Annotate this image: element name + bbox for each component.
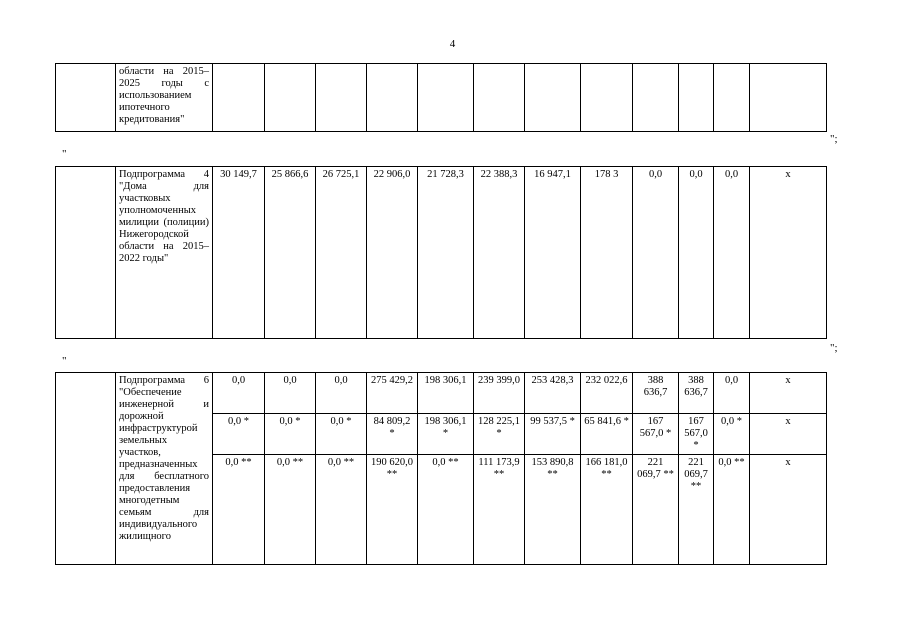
subprogram-6-table [55, 372, 827, 565]
subprogram-4-table [55, 166, 827, 339]
value-cell: 167 567,0 * [633, 414, 679, 455]
value-cell: 0,0 * [714, 414, 750, 455]
value-cell: 388 636,7 [679, 373, 714, 414]
value-cell: х [750, 167, 827, 339]
value-cell: 16 947,1 [525, 167, 581, 339]
value-cell: х [750, 414, 827, 455]
value-cell [418, 64, 474, 132]
value-cell: 0,0 ** [714, 455, 750, 565]
value-cell: 65 841,6 * [581, 414, 633, 455]
value-cell: 30 149,7 [213, 167, 265, 339]
value-cell: 198 306,1 [418, 373, 474, 414]
closing-quote-1: "; [830, 133, 838, 145]
value-cell: 221 069,7 ** [679, 455, 714, 565]
value-cell: 0,0 [714, 373, 750, 414]
value-cell: 99 537,5 * [525, 414, 581, 455]
value-cell: 21 728,3 [418, 167, 474, 339]
value-cell [213, 64, 265, 132]
value-cell: 0,0 [714, 167, 750, 339]
value-cell: 26 725,1 [316, 167, 367, 339]
value-cell: 22 906,0 [367, 167, 418, 339]
opening-quote-1: " [62, 148, 67, 160]
value-cell [679, 64, 714, 132]
program-name-cell: области на 2015–2025 годы с использованием ипотечного кредитования" [116, 64, 213, 132]
value-cell [316, 64, 367, 132]
value-cell: 166 181,0 ** [581, 455, 633, 565]
value-cell: 0,0 [213, 373, 265, 414]
value-cell: 111 173,9 ** [474, 455, 525, 565]
value-cell: 0,0 ** [418, 455, 474, 565]
value-cell: 239 399,0 [474, 373, 525, 414]
row-number-cell [56, 373, 116, 565]
value-cell: 388 636,7 [633, 373, 679, 414]
value-cell [474, 64, 525, 132]
page-number: 4 [449, 38, 456, 50]
value-cell: 0,0 [679, 167, 714, 339]
value-cell: 22 388,3 [474, 167, 525, 339]
row-number-cell [56, 64, 116, 132]
value-cell [525, 64, 581, 132]
value-cell: 128 225,1 * [474, 414, 525, 455]
value-cell: 221 069,7 ** [633, 455, 679, 565]
value-cell: 253 428,3 [525, 373, 581, 414]
value-cell: 190 620,0 ** [367, 455, 418, 565]
value-cell: 0,0 [265, 373, 316, 414]
opening-quote-2: " [62, 355, 67, 367]
value-cell: 0,0 ** [265, 455, 316, 565]
value-cell: 0,0 * [265, 414, 316, 455]
closing-quote-2: "; [830, 342, 838, 354]
value-cell: 0,0 ** [316, 455, 367, 565]
program-name-cell: Подпрограмма 6 "Обеспечение инженерной и дорожной инфраструктурой земельных участков, предназначенных для бесплатного предоставления многодетным семьям для индивидуального жилищного [116, 373, 213, 565]
value-cell [265, 64, 316, 132]
value-cell: 0,0 [316, 373, 367, 414]
row-number-cell [56, 167, 116, 339]
program-name-cell: Подпрограмма 4 "Дома для участковых уполномоченных милиции (полиции) Нижегородской области на 2015–2022 годы" [116, 167, 213, 339]
value-cell: 0,0 * [213, 414, 265, 455]
value-cell: 153 890,8 ** [525, 455, 581, 565]
value-cell: 0,0 * [316, 414, 367, 455]
value-cell: 198 306,1 * [418, 414, 474, 455]
value-cell [750, 64, 827, 132]
value-cell: 275 429,2 [367, 373, 418, 414]
value-cell [581, 64, 633, 132]
value-cell [633, 64, 679, 132]
value-cell: 167 567,0 * [679, 414, 714, 455]
value-cell: 25 866,6 [265, 167, 316, 339]
value-cell [367, 64, 418, 132]
value-cell: х [750, 455, 827, 565]
value-cell: 84 809,2 * [367, 414, 418, 455]
value-cell [714, 64, 750, 132]
value-cell: 0,0 ** [213, 455, 265, 565]
table-fragment-top [55, 63, 827, 132]
value-cell: 178 3 [581, 167, 633, 339]
value-cell: 0,0 [633, 167, 679, 339]
value-cell: х [750, 373, 827, 414]
value-cell: 232 022,6 [581, 373, 633, 414]
